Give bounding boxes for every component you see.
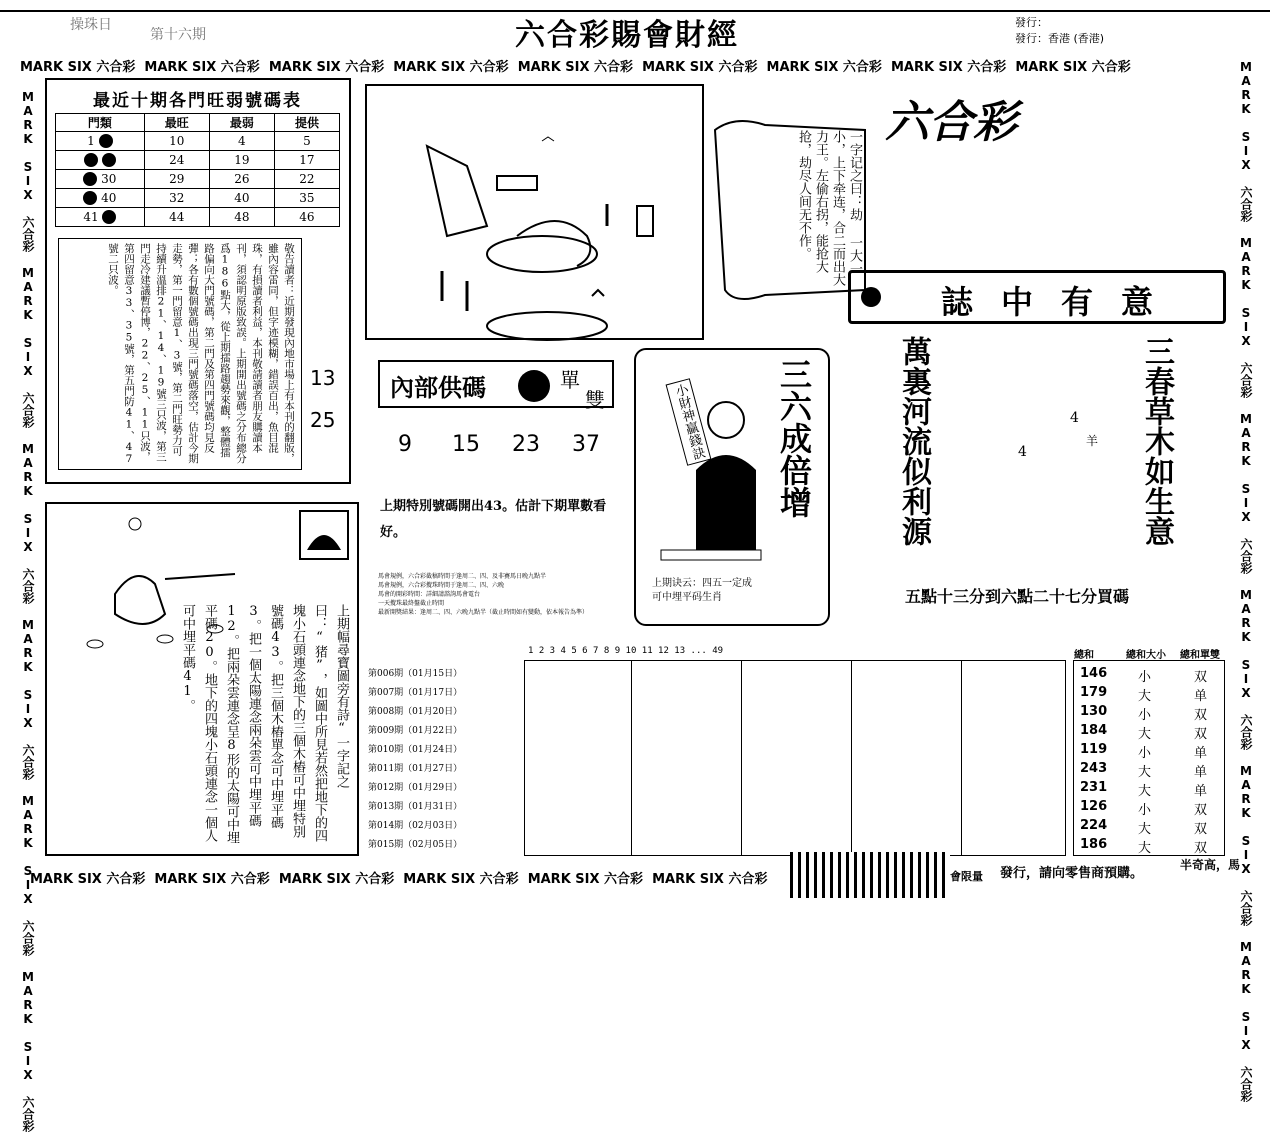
codes-ball-icon bbox=[518, 370, 550, 402]
result-parity: 双 bbox=[1194, 841, 1208, 856]
result-size: 大 bbox=[1138, 822, 1152, 837]
result-sum: 231 bbox=[1080, 780, 1108, 795]
footer-company: 會限量 bbox=[950, 870, 983, 883]
side-number-2: 25 bbox=[310, 408, 336, 432]
col-cold: 最弱 bbox=[209, 114, 274, 132]
result-row-label: 第015期（02月05日） bbox=[368, 840, 463, 850]
result-row-label: 第012期（01月29日） bbox=[368, 783, 463, 793]
couplet-note-1: 4 bbox=[1070, 410, 1079, 426]
ball-icon bbox=[102, 153, 116, 167]
result-row-label: 第011期（01月27日） bbox=[368, 764, 463, 774]
bottom-banner: MARK SIX 六合彩 MARK SIX 六合彩 MARK SIX 六合彩 MARK SIX 六合彩 MARK SIX 六合彩 MARK SIX 六合彩 bbox=[30, 872, 768, 887]
result-size: 大 bbox=[1138, 841, 1152, 856]
footer-image bbox=[790, 852, 950, 898]
single-label: 單 bbox=[560, 368, 580, 392]
header-right-2: 發行：香港 (香港) bbox=[1015, 32, 1105, 45]
treasure-poem-panel bbox=[45, 502, 359, 856]
result-size: 大 bbox=[1138, 765, 1152, 780]
table-row: 41 44 48 46 bbox=[56, 208, 340, 227]
result-size: 大 bbox=[1138, 727, 1152, 742]
ball-icon bbox=[99, 134, 113, 148]
col-hot: 最旺 bbox=[144, 114, 209, 132]
col-sum: 總和 bbox=[1074, 650, 1094, 661]
top-banner: MARK SIX 六合彩 MARK SIX 六合彩 MARK SIX 六合彩 MARK SIX 六合彩 MARK SIX 六合彩 MARK SIX 六合彩 MARK SIX 六合彩 MARK SIX 六合彩 MARK SIX 六合彩 bbox=[20, 60, 1131, 75]
couplet-left: 萬裏河流似利源 bbox=[896, 336, 931, 546]
col-parity: 總和單雙 bbox=[1180, 650, 1220, 661]
stats-table bbox=[55, 113, 340, 227]
results-section bbox=[368, 646, 1228, 856]
result-sum: 179 bbox=[1080, 685, 1108, 700]
result-size: 小 bbox=[1138, 670, 1152, 685]
right-banner: MARK SIX 六合彩 MARK SIX 六合彩 MARK SIX 六合彩 MARK SIX 六合彩 MARK SIX 六合彩 MARK SIX 六合彩 bbox=[1239, 60, 1253, 1102]
col-door: 門類 bbox=[56, 114, 145, 132]
ball-icon bbox=[83, 191, 97, 205]
result-parity: 单 bbox=[1194, 784, 1208, 799]
footer-text: 發行，請向零售商預購。 bbox=[1000, 866, 1144, 881]
result-parity: 单 bbox=[1194, 689, 1208, 704]
page-title: 六合彩賜會財經 bbox=[515, 18, 739, 53]
stats-table-section bbox=[55, 86, 340, 227]
code-2: 15 bbox=[452, 432, 480, 457]
riddle-caption-1: 上期诀云：四五一定成 bbox=[652, 578, 752, 589]
col-size: 總和大小 bbox=[1126, 650, 1166, 661]
last-special: 上期特別號碼開出43。估計下期單數看好。 bbox=[380, 499, 607, 540]
internal-codes-label: 內部供碼 bbox=[390, 373, 486, 402]
brand-logo: 六合彩 bbox=[885, 97, 1017, 148]
table-row: 1 10 4 5 bbox=[56, 132, 340, 151]
code-4: 37 bbox=[572, 432, 600, 457]
table-row: 40 32 40 35 bbox=[56, 189, 340, 208]
result-parity: 双 bbox=[1194, 727, 1208, 742]
riddle-scroll: 小財神贏錢訣 bbox=[666, 378, 712, 466]
result-row-label: 第014期（02月03日） bbox=[368, 821, 463, 831]
pig-icon bbox=[299, 510, 349, 560]
table-row: 30 29 26 22 bbox=[56, 170, 340, 189]
couplet-note-3: 4 bbox=[1018, 444, 1027, 460]
result-size: 小 bbox=[1138, 803, 1152, 818]
footer-right: 半奇高，馬 bbox=[1180, 858, 1241, 872]
result-row-label: 第013期（01月31日） bbox=[368, 802, 463, 812]
result-row-label: 第010期（01月24日） bbox=[368, 745, 463, 755]
result-parity: 双 bbox=[1194, 670, 1208, 685]
internal-codes-box bbox=[378, 360, 614, 412]
riddle-caption-2: 可中埋平码生肖 bbox=[652, 592, 722, 603]
double-label: 雙 bbox=[585, 388, 605, 412]
result-sum: 126 bbox=[1080, 799, 1108, 814]
result-parity: 单 bbox=[1194, 746, 1208, 761]
result-sum: 146 bbox=[1080, 666, 1108, 681]
result-row-label: 第009期（01月22日） bbox=[368, 726, 463, 736]
table-row: 24 19 17 bbox=[56, 151, 340, 170]
result-size: 大 bbox=[1138, 689, 1152, 704]
result-parity: 双 bbox=[1194, 708, 1208, 723]
result-row-label: 第007期（01月17日） bbox=[368, 688, 463, 698]
couplet-note-2: 羊 bbox=[1086, 434, 1099, 448]
result-sum: 186 bbox=[1080, 837, 1108, 852]
banner-ball-icon bbox=[861, 287, 881, 307]
header-tag-2: 第十六期 bbox=[150, 27, 206, 43]
ball-icon bbox=[84, 153, 98, 167]
header-right-1: 發行： bbox=[1015, 16, 1048, 29]
result-parity: 双 bbox=[1194, 822, 1208, 837]
ball-icon bbox=[83, 172, 97, 186]
header-tag-1: 操珠日 bbox=[70, 17, 112, 33]
result-sum: 130 bbox=[1080, 704, 1108, 719]
results-grid bbox=[524, 660, 1066, 856]
result-sum: 243 bbox=[1080, 761, 1108, 776]
result-size: 小 bbox=[1138, 746, 1152, 761]
banner-text: 誌中有意 bbox=[941, 283, 1182, 321]
result-parity: 单 bbox=[1194, 765, 1208, 780]
side-number-1: 13 bbox=[310, 366, 336, 390]
fine-print: 馬會規例，六合彩截稿時間于逢周二、四、及非賽馬日晚九點半 馬會規例，六合彩攪珠時間于逢周二、四、六晚 馬會的開彩時間：詳細請諮詢馬會電台 一天攪珠最終盤截止時間 最新開獎結果：逢周二、四、六晚九點半（截止時間如有變動，依本報告為準） bbox=[378, 573, 589, 616]
buy-time: 五點十三分到六點二十七分買碼 bbox=[905, 587, 1130, 606]
code-1: 9 bbox=[398, 432, 412, 457]
riddle-title: 三六成倍增 bbox=[775, 358, 813, 518]
result-sum: 184 bbox=[1080, 723, 1108, 738]
stats-table-title: 最近十期各門旺弱號碼表 bbox=[93, 91, 302, 111]
riddle-poster bbox=[634, 348, 830, 626]
result-row-label: 第006期（01月15日） bbox=[368, 669, 463, 679]
result-sum: 119 bbox=[1080, 742, 1108, 757]
notice-text: 敬告讀者：近期發現內地市場上有本刊的翻版，雖內容雷同，但字迹模糊，錯誤百出，魚目混珠，有損讀者利益，本刊敬請讀者朋友購讀本刊，須認明原版致誤。上期開出號碼之分布總分爲186點大，從上期擂路趨勢來觀，整體擂路偏向大門號碼，第二門及第四門號碼均見反彈；各有數個號碼出現三門號碼落空，估計今期走勢，第一門留意1、3號，第二門旺勢力可持續升溫排21、14、19號三只波，第三門走冷建議暫停博，22、25、11只波，第四留意33、35號，第五門防41、47號二只波。 bbox=[58, 238, 302, 470]
col-offer: 提供 bbox=[274, 114, 339, 132]
result-row-label: 第008期（01月20日） bbox=[368, 707, 463, 717]
banner-box bbox=[848, 270, 1226, 324]
couplet-right: 三春草木如生意 bbox=[1139, 336, 1174, 546]
treasure-poem-text: 上期幅尋寶圖旁有詩“一字記之曰：“猪”，如圖中所見若然把地下的四塊小石頭連念地下的三個木樁可中埋特別號碼43。把三個木樁單念可中埋平碼3。把一個太陽連念兩朵雲可中埋平碼12。把兩朵雲連念呈8形的太陽可中埋平碼20。地下的四塊小石頭連念一個人可中埋平碼41。 bbox=[180, 604, 349, 844]
result-size: 大 bbox=[1138, 784, 1152, 799]
left-banner: MARK SIX 六合彩 MARK SIX 六合彩 MARK SIX 六合彩 MARK SIX 六合彩 MARK SIX 六合彩 MARK SIX 六合彩 bbox=[21, 90, 35, 1132]
treasure-map-image bbox=[365, 84, 704, 340]
result-sum: 224 bbox=[1080, 818, 1108, 833]
results-header-numbers: 1 2 3 4 5 6 7 8 9 10 11 12 13 ... 49 bbox=[528, 646, 724, 656]
scroll-text: 一字记之曰：劫 一大一小，上下牵连，合二而出大力王。左偷右拐，能抢大抢，劫尽人间无不作。 bbox=[796, 130, 862, 286]
result-size: 小 bbox=[1138, 708, 1152, 723]
result-parity: 双 bbox=[1194, 803, 1208, 818]
code-3: 23 bbox=[512, 432, 540, 457]
ball-icon bbox=[102, 210, 116, 224]
